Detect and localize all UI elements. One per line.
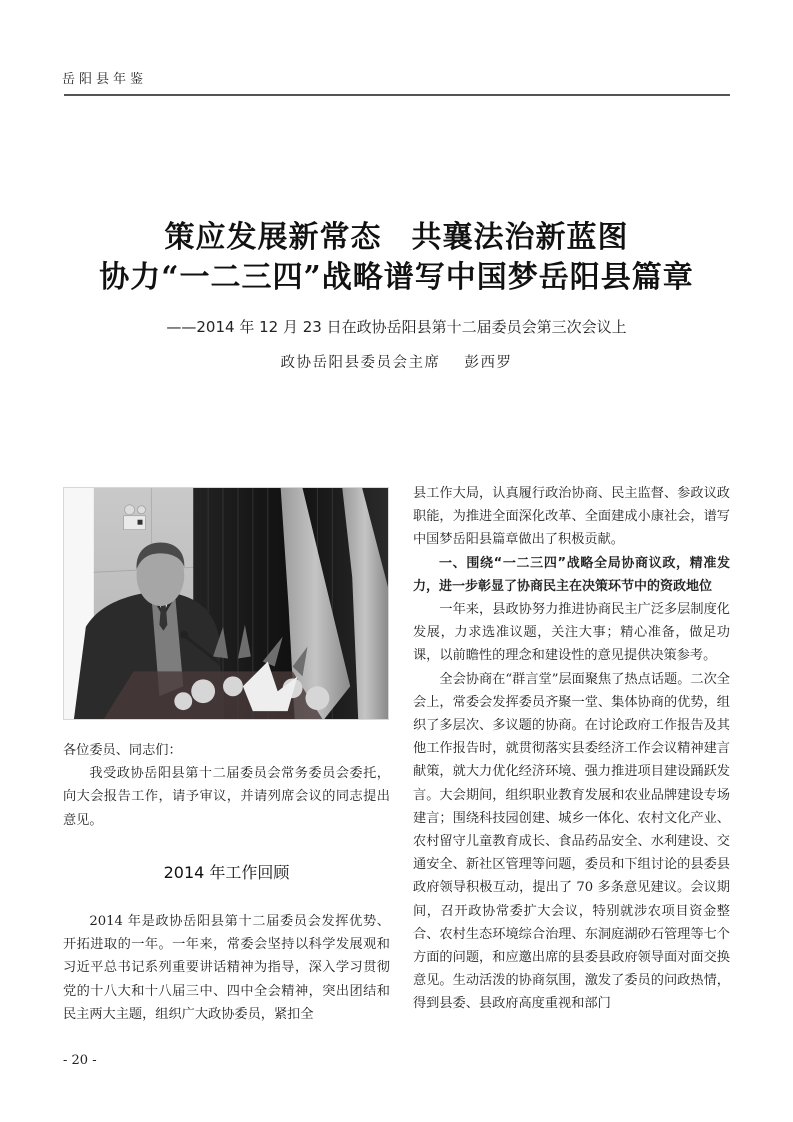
left-column-review — [63, 910, 390, 1026]
review-paragraph: 2014 年是政协岳阳县第十二届委员会发挥优势、开拓进取的一年。一年来，常委会坚持以科学发展观和习近平总书记系列重要讲话精神为指导，深入学习贯彻党的十八大和十八届三中、四中全会精神，突出团结和民主两大主题，组织广大政协委员，紧扣全 — [63, 914, 390, 1022]
title-part-1: 策应发展新常态 — [164, 220, 382, 255]
author-byline — [0, 351, 793, 372]
header-rule — [64, 94, 730, 96]
subheading-1: 一、围绕“一二三四”战略全局协商议政，精准发力，进一步彰显了协商民主在决策环节中的资政地位 — [413, 555, 730, 594]
speaker-photo — [63, 487, 389, 720]
right-column — [413, 482, 730, 1016]
salutation: 各位委员、同志们： — [63, 743, 182, 758]
author-name: 彭西罗 — [464, 355, 513, 371]
title-part-2: 共襄法治新蓝图 — [411, 220, 629, 255]
page-number: - 20 - — [63, 1053, 97, 1068]
section-title: 2014 年工作回顾 — [163, 863, 290, 882]
left-column-intro — [63, 739, 390, 832]
paragraph-1: 一年来，县政协努力推进协商民主广泛多层制度化发展，力求选准议题，关注大事；精心准备，做足功课，以前瞻性的理念和建设性的意见提供决策参考。 — [413, 602, 730, 664]
article-title-line-2: 协力“一二三四”战略谱写中国梦岳阳县篇章 — [99, 260, 694, 295]
article-title-line-1 — [0, 212, 793, 256]
intro-paragraph: 我受政协岳阳县第十二届委员会常务委员会委托，向大会报告工作，请予审议，并请列席会议的同志提出意见。 — [63, 766, 390, 828]
article-subtitle: ——2014 年 12 月 23 日在政协岳阳县第十二届委员会第三次会议上 — [166, 318, 627, 336]
speaker-at-podium-photo-icon — [64, 488, 388, 719]
continued-paragraph: 县工作大局，认真履行政治协商、民主监督、参政议政职能，为推进全面深化改革、全面建成小康社会，谱写中国梦岳阳县篇章做出了积极贡献。 — [413, 486, 730, 548]
paragraph-2: 全会协商在“群言堂”层面聚焦了热点话题。二次全会上，常委会发挥委员齐聚一堂、集体协商的优势，组织了多层次、多议题的协商。在讨论政府工作报告及其他工作报告时，就贯彻落实县委经济工作会议精神建言献策，就大力优化经济环境、强力推进项目建设踊跃发言。大会期间，组织职业教育发展和农业品牌建设专场建言；围绕科技园创建、城乡一体化、农村文化产业、农村留守儿童教育成长、食品药品安全、水利建设、交通安全、新社区管理等问题，委员和下组讨论的县委县政府领导积极互动，提出了 70 多条意见建议。会议期间，召开政协常委扩大会议，特别就涉农项目资金整合、农村生态环境综合治理、东洞庭湖砂石管理等七个方面的问题，和应邀出席的县委县政府领导面对面交换意见。生动活泼的协商氛围，激发了委员的问政热情，得到县委、县政府高度重视和部门 — [413, 671, 730, 1012]
running-head-title: 岳阳县年鉴 — [62, 72, 148, 87]
author-role: 政协岳阳县委员会主席 — [280, 355, 441, 371]
